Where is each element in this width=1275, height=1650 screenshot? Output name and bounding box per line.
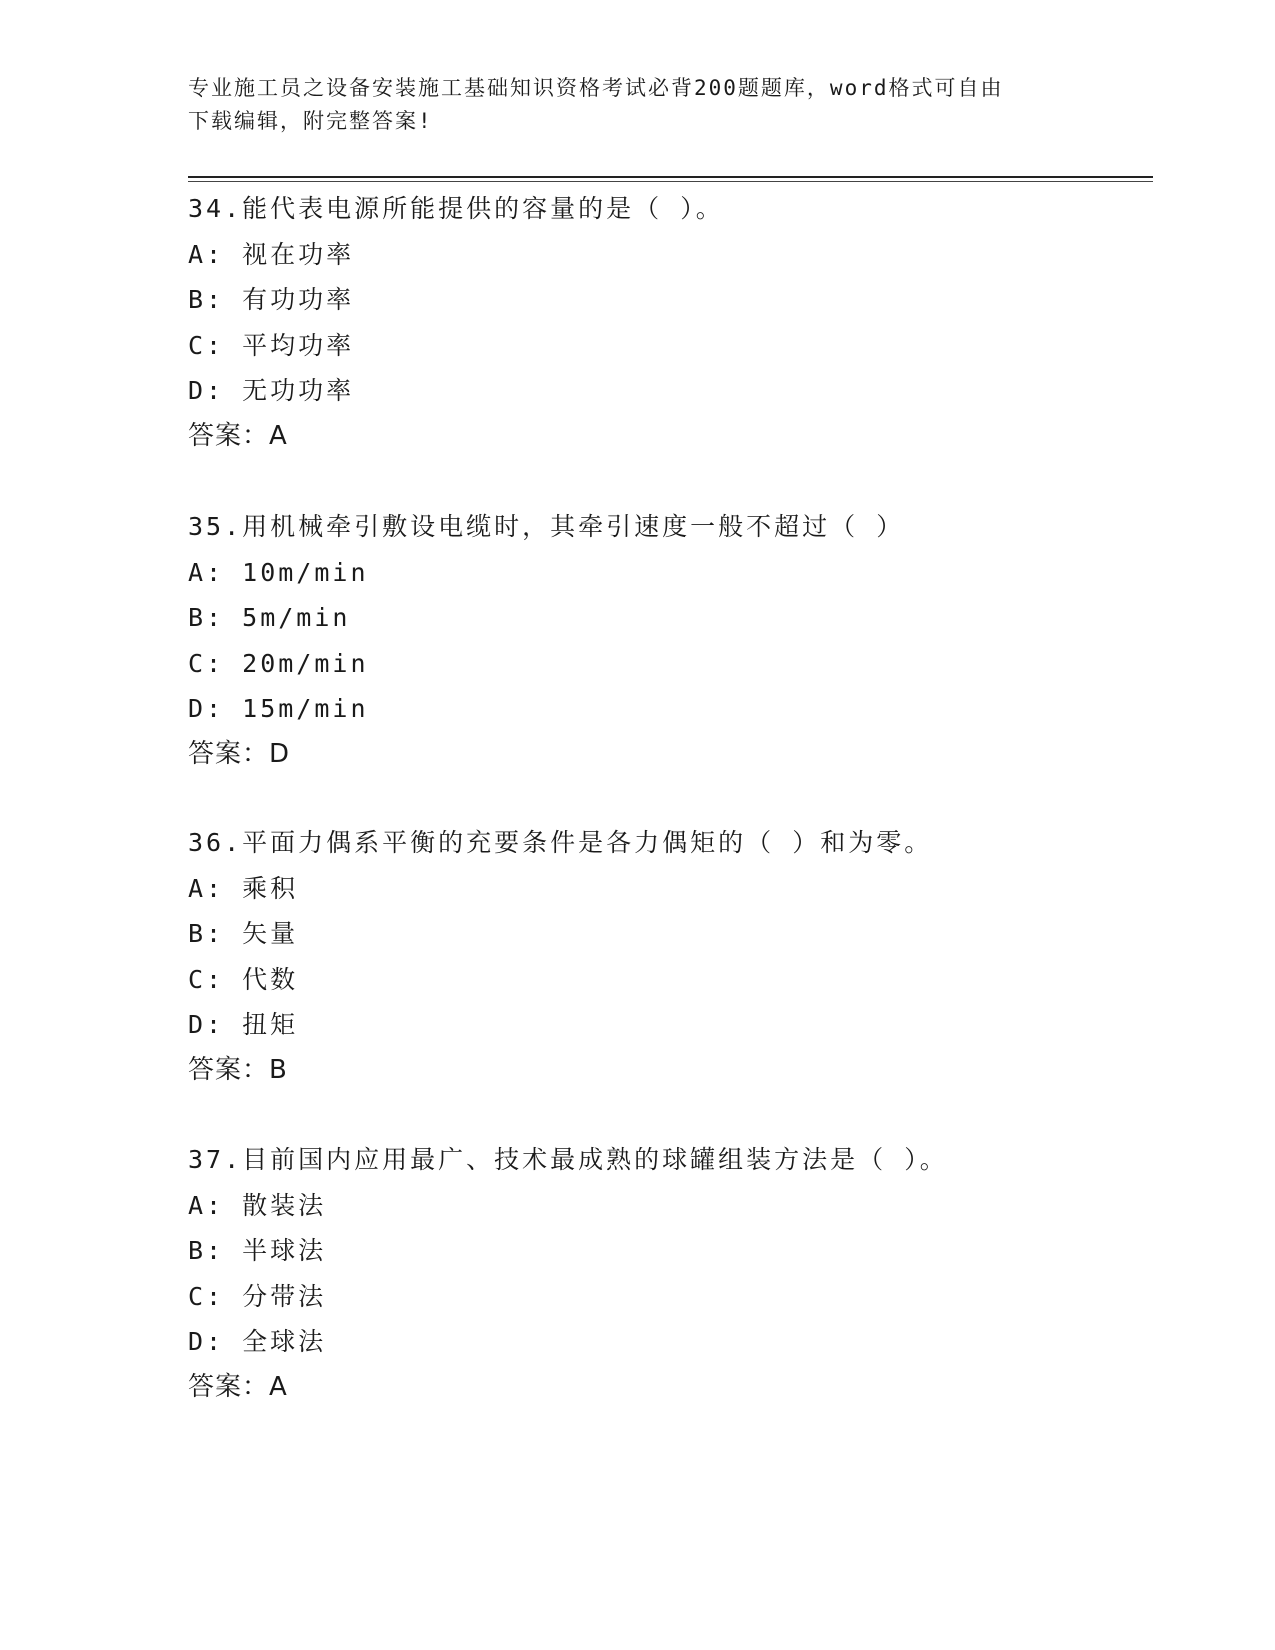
question-37 xyxy=(188,1137,1148,1410)
answer-line: 答案：B xyxy=(188,1054,288,1085)
option-c: C: 平均功率 xyxy=(188,330,355,360)
document-header xyxy=(188,72,1068,138)
option-b: B: 5m/min xyxy=(188,603,351,632)
option-a: A: 10m/min xyxy=(188,557,369,587)
option-a: A: 散装法 xyxy=(188,1190,327,1220)
option-d: D: 无功功率 xyxy=(188,376,355,405)
option-a: A: 乘积 xyxy=(188,873,299,903)
answer-line: 答案：D xyxy=(188,738,291,769)
header-divider-thin xyxy=(188,181,1153,182)
option-b: B: 有功功率 xyxy=(188,285,355,314)
option-d: D: 15m/min xyxy=(188,694,369,723)
option-b: B: 半球法 xyxy=(188,1236,327,1265)
header-divider-thick xyxy=(188,176,1153,178)
question-stem: 37.目前国内应用最广、技术最成熟的球罐组装方法是（ ）。 xyxy=(188,1145,948,1174)
option-d: D: 全球法 xyxy=(188,1327,327,1356)
option-c: C: 分带法 xyxy=(188,1281,327,1311)
question-36 xyxy=(188,820,1148,1093)
question-stem: 36.平面力偶系平衡的充要条件是各力偶矩的（ ）和为零。 xyxy=(188,828,933,857)
option-c: C: 代数 xyxy=(188,964,299,994)
question-34 xyxy=(188,186,1148,459)
question-35 xyxy=(188,504,1148,777)
header-line-1: 专业施工员之设备安装施工基础知识资格考试必背200题题库，word格式可自由 xyxy=(188,76,1004,100)
option-a: A: 视在功率 xyxy=(188,239,355,269)
question-stem: 35.用机械牵引敷设电缆时，其牵引速度一般不超过（ ） xyxy=(188,512,905,541)
option-d: D: 扭矩 xyxy=(188,1010,299,1039)
header-line-2: 下载编辑，附完整答案! xyxy=(188,109,433,133)
option-c: C: 20m/min xyxy=(188,648,369,678)
option-b: B: 矢量 xyxy=(188,919,299,948)
answer-line: 答案：A xyxy=(188,1371,288,1402)
question-stem: 34.能代表电源所能提供的容量的是（ ）。 xyxy=(188,194,724,223)
answer-line: 答案：A xyxy=(188,420,288,451)
